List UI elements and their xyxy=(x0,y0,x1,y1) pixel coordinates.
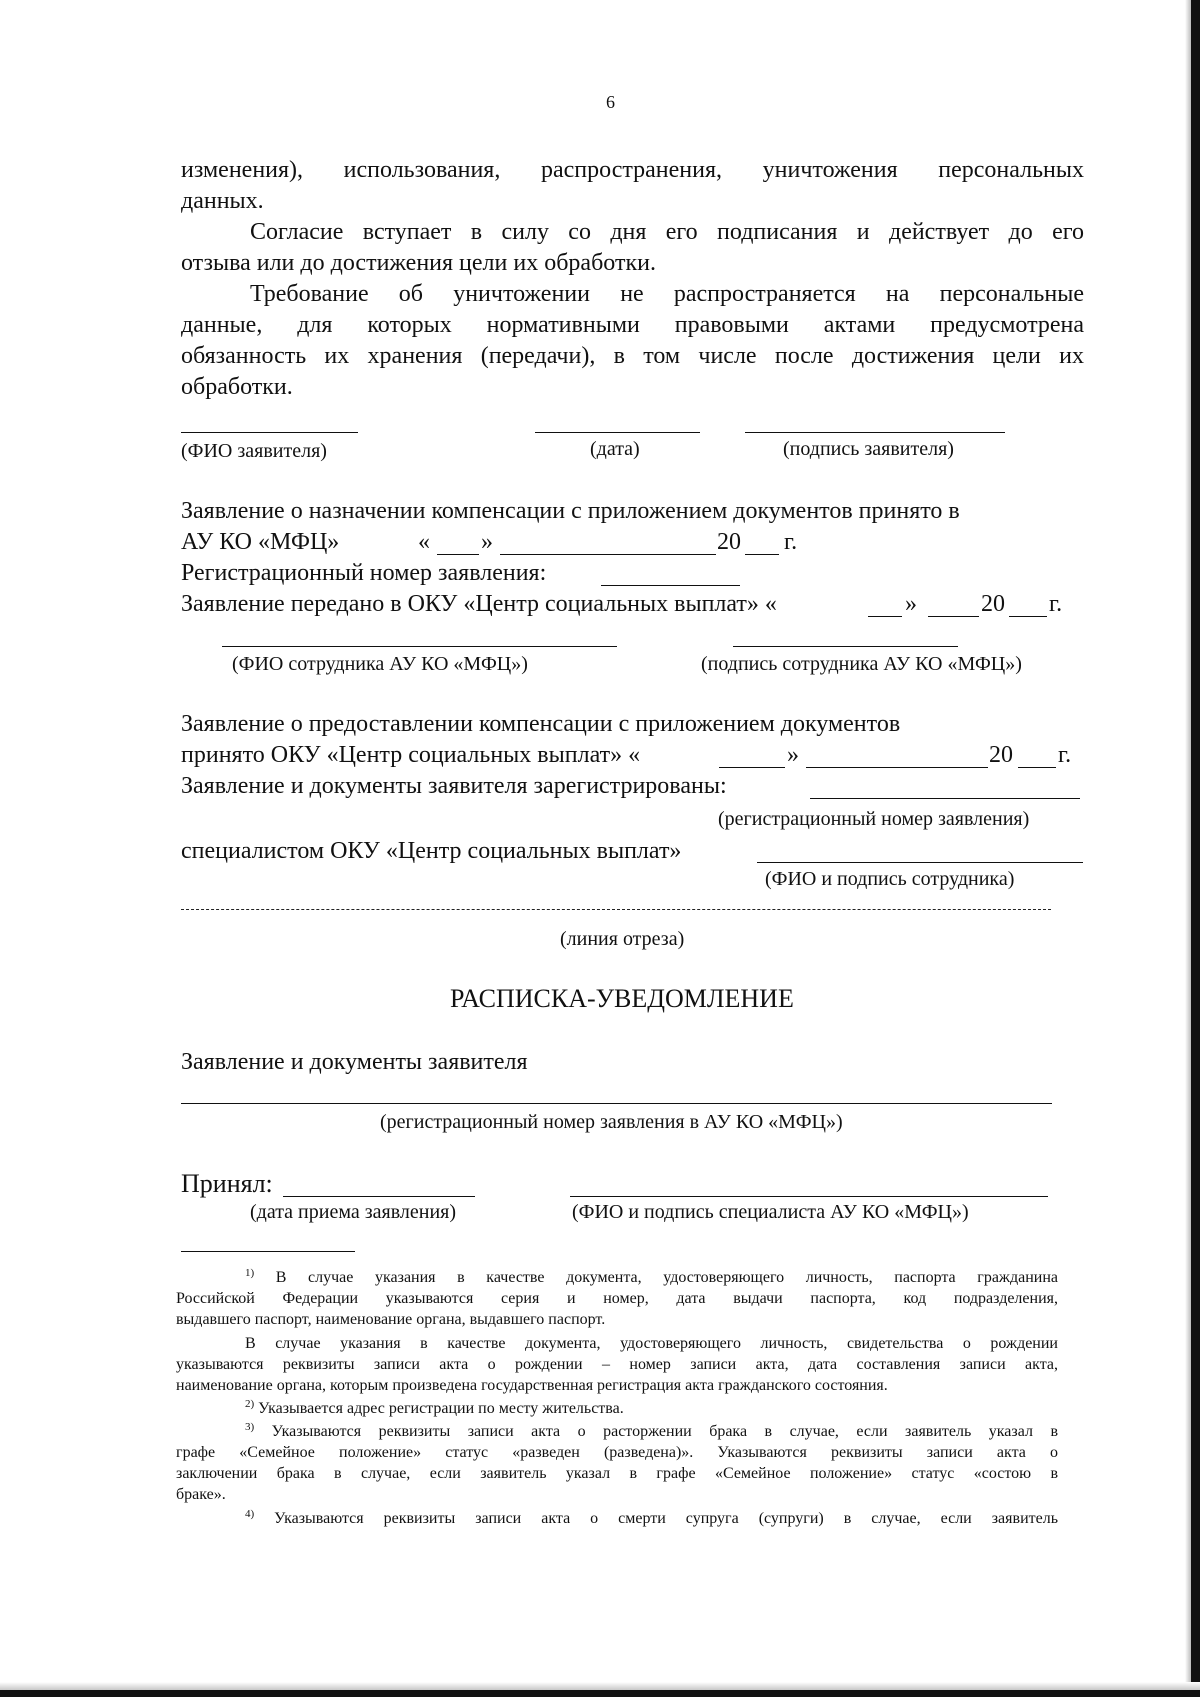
consent-paragraph-2 xyxy=(181,217,1084,279)
scan-edge-right xyxy=(1191,0,1200,1697)
mfc-transfer-year-suffix: г. xyxy=(1049,591,1063,617)
oku-year-prefix: 20 xyxy=(989,742,1013,768)
oku-month-blank xyxy=(806,767,988,768)
oku-reg-number-blank xyxy=(810,798,1080,799)
page-number: 6 xyxy=(606,92,615,112)
mfc-employee-signature-line xyxy=(733,646,958,647)
fio-applicant-label: (ФИО заявителя) xyxy=(181,440,327,462)
receipt-title: РАСПИСКА-УВЕДОМЛЕНИЕ xyxy=(450,984,794,1013)
mfc-transfer-month-blank xyxy=(928,616,979,617)
oku-year-suffix: г. xyxy=(1058,742,1072,768)
mfc-transfer-day-blank xyxy=(868,616,902,617)
applicant-signature-label: (подпись заявителя) xyxy=(783,438,954,460)
scan-edge-shadow-bottom xyxy=(0,1682,1200,1690)
footnote-line: графе «Семейное положение» статус «разведен (разведена)». Указываются реквизиты записи акта о xyxy=(176,1444,1058,1461)
footnote-1 xyxy=(176,1267,1058,1330)
mfc-year-blank xyxy=(745,554,779,555)
footnote-line: выдавшего паспорт, наименование органа, выдавшего паспорт. xyxy=(176,1311,606,1328)
footnote-line: В случае указания в качестве документа, удостоверяющего личность, паспорта гражданина xyxy=(275,1269,1059,1286)
consent-line: обязанность их хранения (передачи), в том числе после достижения цели их xyxy=(181,343,1084,369)
applicant-signature-line xyxy=(745,432,1005,433)
mfc-employee-signature-label: (подпись сотрудника АУ КО «МФЦ») xyxy=(701,653,1022,675)
mfc-employee-fio-line xyxy=(222,646,617,647)
mfc-label: АУ КО «МФЦ» xyxy=(181,529,340,555)
receipt-reg-number-label: (регистрационный номер заявления в АУ КО «МФЦ») xyxy=(380,1111,843,1133)
oku-quote-close: » xyxy=(787,742,799,768)
oku-day-blank xyxy=(719,767,785,768)
footnote-line: указываются реквизиты записи акта о рождении – номер записи акта, дата составления записи акта, xyxy=(176,1356,1058,1373)
receipt-accepted-label: Принял: xyxy=(181,1169,273,1198)
scan-edge-bottom xyxy=(0,1690,1200,1697)
consent-line: Требование об уничтожении не распространяется на персональные xyxy=(250,281,1084,307)
footnote-line: В случае указания в качестве документа, удостоверяющего личность, свидетельства о рождении xyxy=(245,1335,1058,1352)
mfc-transfer-year-prefix: 20 xyxy=(981,591,1005,617)
oku-specialist-fio-label: (ФИО и подпись сотрудника) xyxy=(765,868,1015,890)
mfc-transfer-quote-close: » xyxy=(905,591,917,617)
cut-line xyxy=(181,909,1051,910)
footnote-2 xyxy=(176,1398,1058,1419)
date-line xyxy=(535,432,700,433)
receipt-reg-number-blank xyxy=(181,1103,1052,1104)
mfc-quote-open: « xyxy=(418,529,430,555)
footnote-4-text: Указываются реквизиты записи акта о смерти супруга (супруги) в случае, если заявитель xyxy=(274,1510,1059,1527)
footnote-1-mark: 1) xyxy=(245,1267,255,1279)
footnote-separator xyxy=(181,1251,355,1252)
cut-line-label: (линия отреза) xyxy=(560,928,685,950)
mfc-year-prefix: 20 xyxy=(717,529,741,555)
mfc-month-blank xyxy=(500,554,716,555)
consent-line: отзыва или до достижения цели их обработки. xyxy=(181,250,656,276)
receipt-specialist-blank xyxy=(570,1196,1048,1197)
mfc-transfer-year-blank xyxy=(1009,616,1047,617)
oku-accepted-line-2: принято ОКУ «Центр социальных выплат» « xyxy=(181,742,641,768)
mfc-day-blank xyxy=(437,554,479,555)
consent-paragraph-3 xyxy=(181,279,1084,403)
footnote-2-mark: 2) xyxy=(245,1398,255,1410)
receipt-date-label: (дата приема заявления) xyxy=(250,1201,457,1223)
mfc-transferred-label: Заявление передано в ОКУ «Центр социальных выплат» « xyxy=(181,591,777,617)
footnote-line: Указываются реквизиты записи акта о расторжении брака в случае, если заявитель указал в xyxy=(271,1423,1058,1440)
footnote-line: наименование органа, которым произведена государственная регистрация акта гражданского состояния. xyxy=(176,1377,888,1394)
oku-accepted-line-1: Заявление о предоставлении компенсации с приложением документов xyxy=(181,711,901,737)
consent-line: изменения), использования, распространения, уничтожения персональных xyxy=(181,157,1084,183)
footnote-3-mark: 3) xyxy=(245,1421,255,1433)
mfc-quote-close: » xyxy=(481,529,493,555)
mfc-year-suffix: г. xyxy=(784,529,798,555)
footnote-3 xyxy=(176,1421,1058,1505)
consent-paragraph-1 xyxy=(181,155,1084,217)
mfc-accepted-line-1: Заявление о назначении компенсации с приложением документов принято в xyxy=(181,498,960,524)
oku-year-blank xyxy=(1018,767,1056,768)
date-label: (дата) xyxy=(590,438,640,460)
mfc-reg-number-label: Регистрационный номер заявления: xyxy=(181,560,547,586)
footnote-line: Российской Федерации указываются серия и номер, дата выдачи паспорта, код подразделения, xyxy=(176,1290,1058,1307)
receipt-date-blank xyxy=(283,1196,475,1197)
consent-line: данных. xyxy=(181,188,264,214)
receipt-specialist-label: (ФИО и подпись специалиста АУ КО «МФЦ») xyxy=(572,1201,969,1223)
consent-line: обработки. xyxy=(181,374,293,400)
fio-applicant-line xyxy=(181,432,358,433)
oku-specialist-blank xyxy=(757,862,1083,863)
footnote-line: браке». xyxy=(176,1486,226,1503)
footnote-4-mark: 4) xyxy=(245,1508,255,1520)
oku-specialist-label: специалистом ОКУ «Центр социальных выплат» xyxy=(181,838,682,864)
mfc-reg-number-blank xyxy=(601,585,740,586)
consent-line: Согласие вступает в силу со дня его подписания и действует до его xyxy=(250,219,1084,245)
mfc-employee-fio-label: (ФИО сотрудника АУ КО «МФЦ») xyxy=(232,653,528,675)
oku-reg-number-label: (регистрационный номер заявления) xyxy=(718,808,1030,830)
footnote-1-birth-certificate xyxy=(176,1333,1058,1396)
footnote-line: заключении брака в случае, если заявитель указал в графе «Семейное положение» статус «состою в xyxy=(176,1465,1058,1482)
oku-registered-label: Заявление и документы заявителя зарегистрированы: xyxy=(181,773,727,799)
footnote-2-text: Указывается адрес регистрации по месту жительства. xyxy=(258,1400,624,1417)
footnote-4 xyxy=(176,1508,1058,1529)
consent-line: данные, для которых нормативными правовыми актами предусмотрена xyxy=(181,312,1084,338)
receipt-documents-label: Заявление и документы заявителя xyxy=(181,1049,528,1075)
